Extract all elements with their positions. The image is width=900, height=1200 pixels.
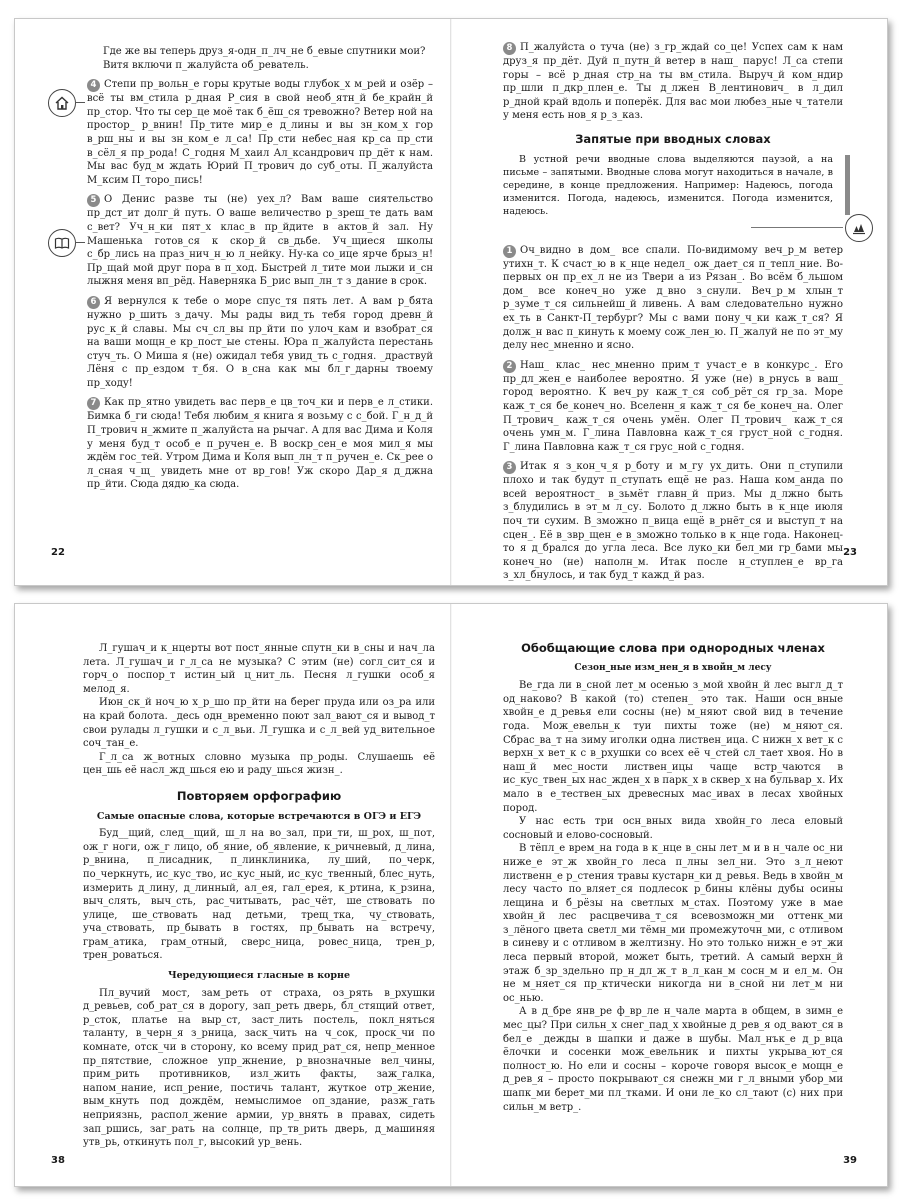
page-number: 23: [843, 547, 857, 558]
page-23: [451, 19, 887, 585]
exercise-number: 5: [87, 194, 100, 207]
exercise-2: [503, 359, 843, 455]
exercise-number: 6: [87, 296, 100, 309]
paragraph: Июн_ск_й ноч_ю х_р_шо пр_йти на берег пруда или оз_ра или на край болота. _десь одн_временно поют зал_вают_ся и вывод_т свои рулады л_гушки и с_л_вьи. Л_гушка и с_л_вей уд_вительное соч_тан_е.: [83, 697, 435, 750]
page-22-text: [87, 45, 433, 565]
exercise-number: 4: [87, 79, 100, 92]
page-number: 39: [843, 1155, 857, 1166]
page-39-text: [503, 642, 843, 1162]
page-22: [15, 19, 451, 585]
page-number: 38: [51, 1155, 65, 1166]
paragraph: А в д_бре янв_ре ф_вр_ле н_чале марта в общем, в зимн_е мес_цы? При сильн_х снег_пад_х хвойные д_рев_я од_вают_ся в бел_е _дежды в шапки и даже в шубы. Мал_нък_е д_р_вца ёлочки и сосенки мож_евельник и пихты укрыва_ют_ся полност_ю. Но ели и сосны – короче говоря высок_е мощн_е д_рев_я – просто покрывают_ся снежн_ми г_л_вными убор_ми шапк_ми берет_ми пл_тками. И они ле_ко сл_тают (с) них при сильн_м ветр_.: [503, 1006, 843, 1113]
forest-scene-icon: [845, 214, 873, 242]
page-39: [451, 604, 887, 1186]
page-number: 22: [51, 547, 65, 558]
open-book-icon: [48, 229, 76, 257]
book-spread-top: [14, 18, 888, 586]
paragraph: Ве_гда ли в_сной лет_м осенью з_мой хвойн_й лес выгл_д_т од_наково? В какой (то) степен_ это так. Наши осн_вные хвойн_е д_ревья ели сосны (не) м_няют свой вид в течение года. Мож_евельн_к туи пихты тоже (не) м_няют_ся. Сбрас_ва_т на зиму иголки одна листвен_ица. С нижн_х вет_к с верхн_х вет_к с в_рхушки со всех её ч_стей сл_тает хвоя. Но в наш_й мес_ности листвен_ицы чаще встр_чаются в ис_кус_твен_ых нас_жден_х в парк_х в сквер_х на бульвар_х. Их мало в е_тествен_ых древесных мас_ивах в лесах хвойных пород.: [503, 680, 843, 814]
exercise-number: 7: [87, 397, 100, 410]
exercise-8: [503, 41, 843, 123]
paragraph: У нас есть три осн_вных вида хвойн_го леса еловый сосновый и елово-сосновый.: [503, 816, 843, 841]
text-title: Сезон_ные изм_нен_я в хвойн_м лесу: [574, 662, 772, 673]
separator-space: [503, 218, 843, 244]
exercise-text: Как пр_ятно увидеть вас перв_е цв_точ_ки и перв_е л_стики. Бимка б_ги сюда! Тебя любим_я книга я возьму с с_бой. Г_н_д_й П_трович н_жмите п_жалуйста на рычаг. А для вас Дима и Коля у меня буд_т особ_е п_ручен_е. В воскр_сен_е моя мил_я мы ждём гос_тей. Утром Дима и Коля вып_лн_т п_ручен_е. Ск_рее о л_сная ч_щ_ увидеть мне от вр_гов! Уж скоро Дар_я д_джна пр_йти. Сюда дядю_ка сюда.: [87, 397, 433, 491]
subsection-title: Чередующиеся гласные в корне: [167, 970, 351, 982]
icon-connector: [75, 102, 85, 103]
exercise-6: [87, 295, 433, 391]
exercise-5: [87, 193, 433, 289]
exercise-7: [87, 396, 433, 492]
exercise-text: Степи пр_вольн_е горы крутые воды глубок_х м_рей и озёр – всё ты вм_стила р_дная Р_сия в свой необ_ятн_й бе_крайн_й пр_стор. Что ты сер_це моё так б_ёш_ся тревожно? Ветер ной на простор_ р_внин! Пр_тите мир_е д_лины и вы зн_ком_х гор в_рш_ны и вы зн_ком_е л_са! Пр_сти небес_ная кр_са пр_сти в_сёл_я пр_рода! С_годня М_хаил Ал_ксандрович пр_дёт к нам. Мы вас буд_м ждать Юрий П_трович до суб_оты. П_жалуйста М_ксим П_торо_пись!: [87, 79, 433, 186]
paragraph: Г_л_са ж_вотных словно музыка пр_роды. Слушаешь её цен_шь её насл_жд_шься ею и раду_шься жизн_.: [83, 751, 435, 777]
exercise-3: [503, 460, 843, 583]
rule-note: [503, 153, 843, 218]
exercise-number: 1: [503, 245, 516, 258]
icon-connector: [75, 242, 85, 243]
paragraph: Л_гушач_и к_нцерты вот пост_янные спутн_ки в_сны и нач_ла лета. Л_гушач_и г_л_са не музыка? С этим (не) согл_сит_ся и горч_о поспор_т истин_ый ц_нит_ль. Песня л_гушки особ_я мелод_я.: [83, 643, 435, 695]
intro-line: Витя включи п_жалуйста об_реватель.: [103, 59, 309, 71]
exercise-number: 8: [503, 42, 516, 55]
rule-note-text: В устной речи вводные слова выделяются паузой, а на письме – запятыми. Вводные слова могут находиться в начале, в середине, в конце предложения. Например: Надеюсь, погода изменится. Погода, надеюсь, изменится. Погода изменится, надеюсь.: [503, 153, 833, 217]
paragraph: В тёпл_е врем_на года в к_нце в_сны лет_м и в н_чале ос_ни ниже_е эт_ж хвойн_го леса п_лны зел_ни. Это з_л_неют лиственн_е р_стения травы кустарн_ки д_ревья. Ведь в хвойн_м лесу часто по_вляет_ся подлесок р_бины клёны дубы осины лещина и б_рёзы на светлых м_стах. Поэтому уже в мае хвойн_й лес расцвечива_т_ся всевозможн_ми оттенк_ми з_лёного цвета светл_ми тёмн_ми промежуточн_ми, с отливом в синеву и с отливом в желтизну. Но это только нижн_е эт_жи леса первый второй, может быть, третий. А самый верхн_й этаж б_зр_здельно пр_н_дл_ж_т в_л_кан_м сосн_м и ел_м. Он не м_няет_ся пр_ктически никогда ни в_сной ни лет_м ни ос_нью.: [503, 843, 843, 1004]
exercise-text: П_жалуйста о туча (не) з_гр_ждай со_це! Успех сам к нам друз_я пр_дёт. Дуй п_путн_й ветер в наш_ парус! Л_са степи горы – всё р_дная стр_на ты вм_стила. Выруч_й ком_ндир пр_шли п_дкр_плен_е. Ты д_лжен В_лентинович_ в л_дил р_дной край вдоль и поперёк. Для вас мои любез_ные ч_татели у меня есть нов_я р_з_каз.: [503, 42, 843, 122]
exercise-text: О Денис разве ты (не) уех_л? Вам ваше сиятельство пр_дст_ит долг_й путь. О ваше величество р_зреш_те дать вам с_вет? Уч_н_ки пят_х клас_в пр_йдите в актов_й зал. Ну Машенька готов_ся к скор_й св_дьбе. Уч_щиеся школы с_бр_лись на праз_нич_н_ю л_нейку. Ну-ка со_ице ярче брыз_н! Пр_щай мой друг пора в п_ход. Быстрей л_тите мои лыжи и_сн лыжня меня вп_рёд. Наверняка Б_рис вып_лн_т з_дание в срок.: [87, 194, 433, 288]
book-spread-bottom: [14, 603, 888, 1187]
house-icon: [48, 89, 76, 117]
page-38-text: [83, 642, 435, 1162]
note-side-bar: [845, 155, 850, 215]
page-23-text: [503, 41, 843, 582]
exercise-number: 2: [503, 360, 516, 373]
exercise-text: Я вернулся к тебе о море спус_тя пять лет. А вам р_бята нужно р_шить з_дачу. Мы рады вид_ть тебя город древн_й рус_к_й славы. Мы сч_сл_вы пр_йти по улоч_кам и взобрат_ся на ваши мощн_е кр_пост_ые стены. Юра п_жалуйста перестань стуч_ть. О Миша я (не) ожидал тебя увид_ть с_годня. _драствуй Лёня с пр_ездом т_бя. О в_сна как мы бл_г_дарны твоему пр_ходу!: [87, 295, 433, 389]
word-list: Пл_вучий мост, зам_реть от страха, оз_рять в_рхушки д_ревьев, соб_рат_ся в дорогу, зап_реть дверь, бл_стящий ответ, р_сток, платье на выр_ст, заст_лить постель, покл_няться таланту, в_черн_я з_рница, заск_чить на ч_сок, проск_чи по комнате, отск_чи в сторону, ко всему прид_рат_ся, непр_менное пр_пятствие, сложное упр_жнение, р_внозначные вел_чины, прим_рить противников, изл_жить факты, заж_галка, напом_нание, исп_рение, постичь талант, жуткое отр_жение, вым_кнуть под дождём, немыслимое оп_здание, разж_гать неприязнь, распол_жение армии, ур_внять в правах, сидеть зап_ршись, заг_рать на солнце, пр_тв_рить дверь, д_машиняя утв_рь, откинуть пол_г, высокий ур_вень.: [83, 987, 435, 1149]
section-title: Повторяем орфографию: [176, 788, 342, 803]
section-title: Запятые при вводных словах: [575, 131, 771, 146]
word-list: Буд__щий, след__щий, ш_л на во_зал, при_ти, ш_рох, ш_пот, ож_г ноги, ож_г лицо, об_яние, об_явление, к_ричневый, д_лина, р_внина, п_лисадник, п_линклиника, лу_ший, по_черк, по_черкнуть, ис_кус_тво, ис_кус_ный, ис_кус_твенный, блес_нуть, измерить д_лину, д_линный, ал_ея, гал_ерея, к_ртина, к_рзина, выч_слять, выч_сть, рас_читывать, рас_чёт, ше_ствовать по улице, ше_ствовать над детьми, трещ_тка, чу_ствовать, уча_ствовать, пр_бывать в гостях, пр_бывать на встречу, грам_атика, грам_отный, сверс_ница, ровес_ница, трен_р, трен_роваться.: [83, 828, 435, 962]
page-38: [15, 604, 451, 1186]
intro-line: Где же вы теперь друз_я-одн_п_лч_не б_евые спутники мои?: [103, 46, 426, 57]
exercise-text: Оч_видно в дом_ все спали. По-видимому веч_р_м ветер утихн_т. К счаст_ю в к_нце недел_ ож_дает_ся п_тепл_ние. Во-первых он пр_ех_л не из Твери а из Рязан_. Во всём б_льшом дом_ все конеч_но уже д_вно з_снули. Веч_р_м хлын_т р_зуме_т_ся сильнейш_й ливень. А вам следовательно нужно ех_ть в Санкт-П_тербург? Мы с вами пону_ч_ки каж_т_ся? Я долж_н вас п_кинуть к моему сож_лен_ю. П_жалуй не по эт_му делу нес_мненно и ясно.: [503, 244, 843, 352]
exercise-1: [503, 244, 843, 353]
separator-rule: [751, 227, 843, 228]
exercise-text: Итак я з_кон_ч_я р_боту и м_гу ух_дить. Они п_ступили плохо и так будут п_ступать ещё не раз. Наша ком_анда по всей вероятност_ в_зьмёт главн_й приз. Мы д_лжно быть з_блудились в эт_м л_су. Болото д_лжно быть в к_нце июля поч_ти сухим. В_зможно п_вица ещё в_рнёт_ся и выступ_т на сцен_. Её в_звр_щен_е в_зможно только в к_нце года. Наконец-то я д_брался до угла леса. Все луко_ки бел_ми гр_бами мы конеч_но (не) наполн_м. Итак после н_ступлен_е вр_га з_хл_бнулось, и так буд_т кажд_й раз.: [503, 461, 843, 582]
section-title: Обобщающие слова при однородных членах: [521, 641, 825, 655]
exercise-text: Наш_ клас_ нес_мненно прим_т участ_е в конкурс_. Его пр_дл_жен_е наиболее вероятно. Я уже (не) в_рнусь в ваш_ город вероятно. К веч_ру каж_т_ся соб_рёт_ся гр_за. Море каж_т_ся бе_конеч_но. Вселенн_я каж_т_ся бе_конеч_на. Олег П_трович_ каж_т_ся очень умён. Олег П_трович_ каж_т_ся очень умн_м. Г_лина Павловна каж_т_ся груст_ной с_годня. Г_лина Павловна каж_т_ся грус_ной с_годня.: [503, 359, 843, 453]
subsection-title: Самые опасные слова, которые встречаются в ОГЭ и ЕГЭ: [96, 810, 422, 822]
exercise-number: 3: [503, 461, 516, 474]
exercise-4: [87, 78, 433, 187]
